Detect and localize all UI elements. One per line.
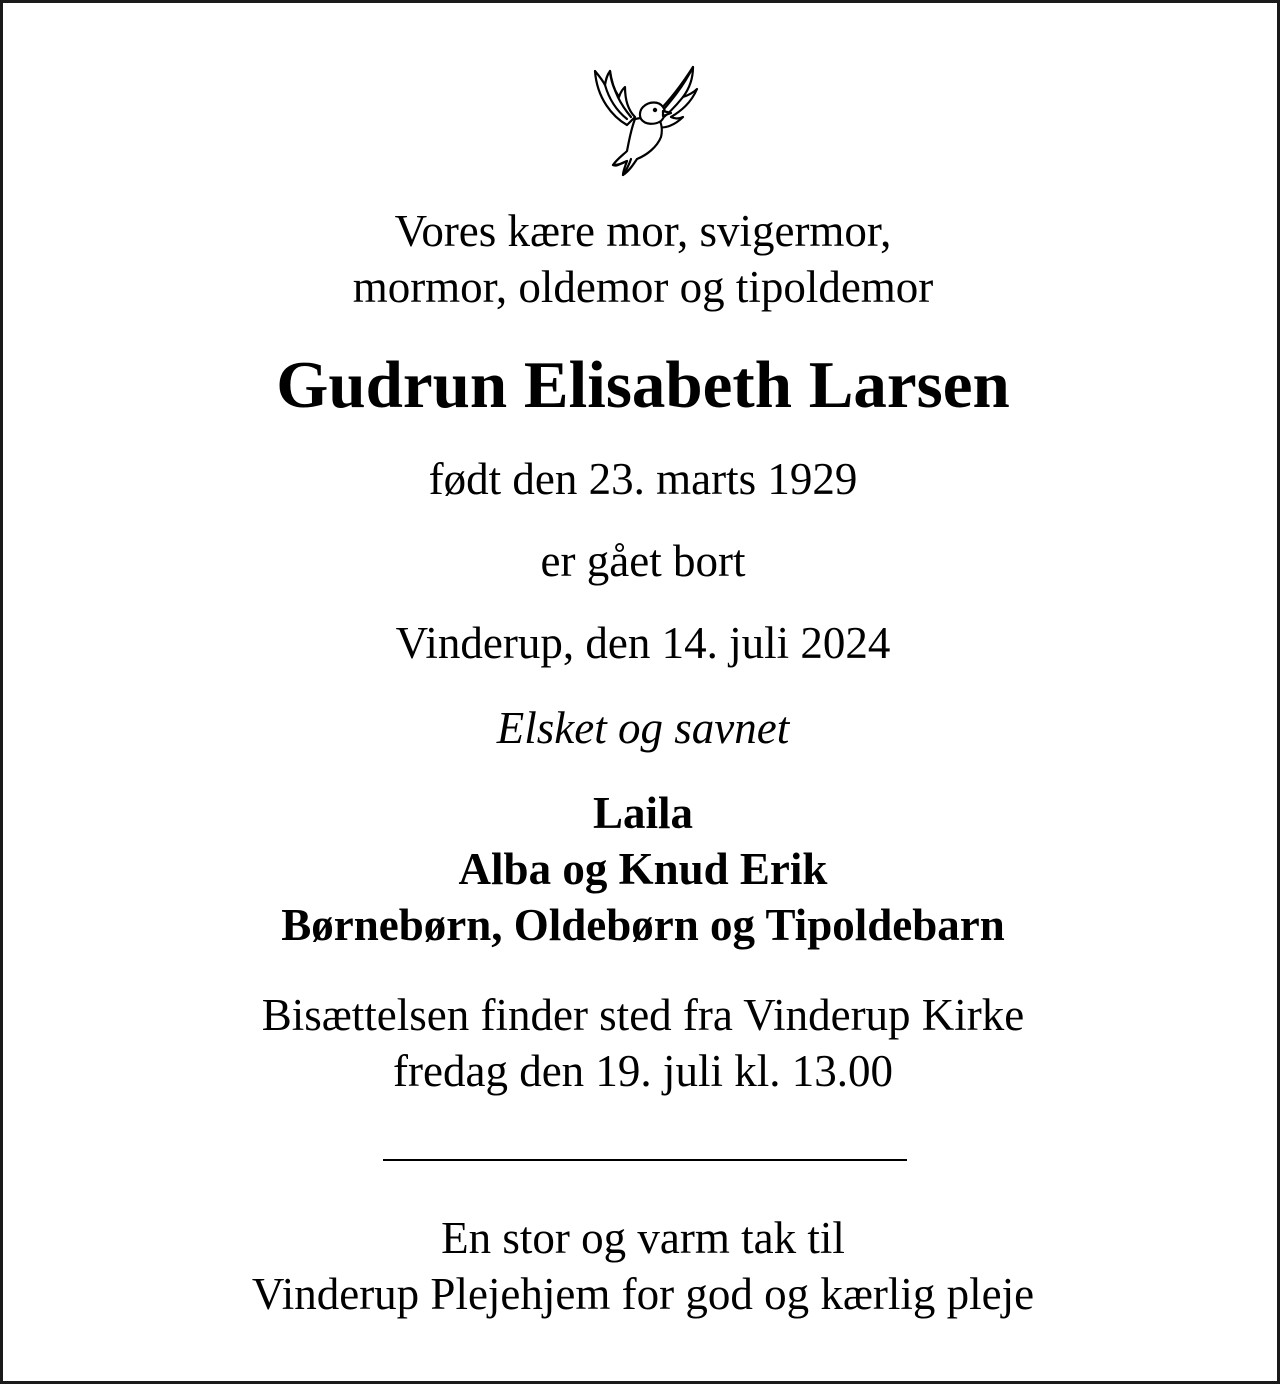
- birth-date: født den 23. marts 1929: [428, 454, 858, 504]
- deceased-name: Gudrun Elisabeth Larsen: [276, 348, 1010, 422]
- mourner-item: Børnebørn, Oldebørn og Tipoldebarn: [281, 900, 1005, 950]
- intro-line-1: Vores kære mor, svigermor,: [394, 206, 892, 256]
- thanks-line-1: En stor og varm tak til: [441, 1213, 845, 1263]
- thanks-line-2: Vinderup Plejehjem for god og kærlig pleje: [251, 1269, 1035, 1319]
- funeral-line-1: Bisættelsen finder sted fra Vinderup Kirke: [261, 990, 1025, 1040]
- passed-away-text: er gået bort: [540, 536, 746, 586]
- intro-line-2: mormor, oldemor og tipoldemor: [352, 262, 934, 312]
- funeral-details: [3, 987, 1280, 1099]
- death-place-date: Vinderup, den 14. juli 2024: [395, 618, 891, 668]
- intro-text: [3, 203, 1280, 315]
- divider-line: [383, 1159, 907, 1161]
- mourner-item: Alba og Knud Erik: [458, 844, 828, 894]
- loved-and-missed: Elsket og savnet: [496, 703, 790, 753]
- mourners-list: [3, 785, 1280, 953]
- funeral-line-2: fredag den 19. juli kl. 13.00: [393, 1046, 893, 1096]
- mourner-item: Laila: [592, 788, 694, 838]
- dove-icon: [583, 59, 703, 179]
- thanks-text: [3, 1210, 1280, 1322]
